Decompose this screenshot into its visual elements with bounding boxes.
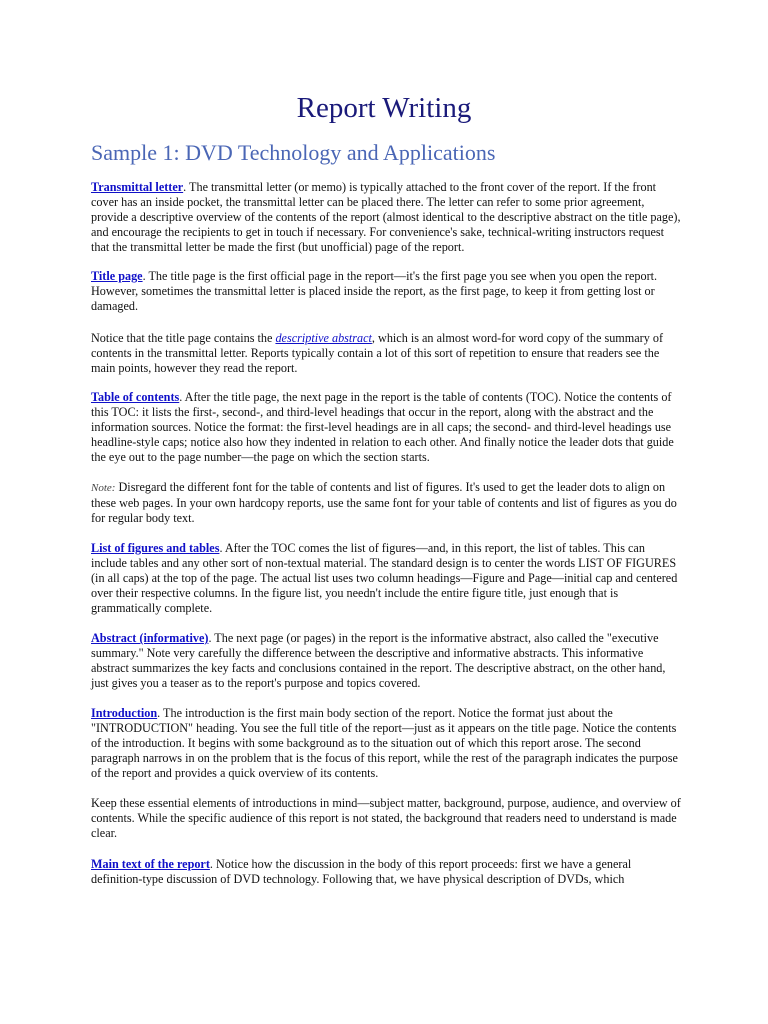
figures-text: . After the TOC comes the list of figures—and, in this report, the list of tables. This can include tables and any other sort of non-textual material. The standard design is to center the words LIST OF FIGURES (in all caps) at the top of the page. The actual list uses two column headings—Figure and Page—initial cap and centered over their respective columns. In the figure list, you needn't include the entire figure title, just enough that is grammatically complete. <box>91 541 678 616</box>
paragraph-transmittal <box>91 180 681 255</box>
title-page-link[interactable]: Title page <box>91 269 143 283</box>
abstract-informative-link[interactable]: Abstract (informative) <box>91 631 209 645</box>
note-text: Disregard the different font for the table of contents and list of figures. It's used to get the leader dots to align on these web pages. In your own hardcopy reports, use the same font for your table of contents and list of figures as you do for regular body text. <box>91 480 677 526</box>
transmittal-text: . The transmittal letter (or memo) is typically attached to the front cover of the report. If the front cover has an inside pocket, the transmittal letter can be placed there. The letter can refer to some prior agreement, provide a descriptive overview of the contents of the report (almost identical to the descriptive abstract on the title page), and encourage the recipients to get in touch if necessary. For convenience's sake, technical-writing instructors request that the transmittal letter be made the first (but unofficial) page of the report. <box>91 180 681 255</box>
paragraph-title-page <box>91 269 681 314</box>
introduction-link[interactable]: Introduction <box>91 706 158 720</box>
note-label: Note: <box>91 482 116 494</box>
title-page-text: . The title page is the first official page in the report—it's the first page you see when you open the report. However, sometimes the transmittal letter is placed inside the report, as the first page, to keep it from getting lost or damaged. <box>91 269 658 314</box>
paragraph-descriptive-abstract <box>91 331 681 376</box>
descriptive-after-text: , which is an almost word-for word copy of the summary of contents in the transmittal letter. Reports typically contain a lot of this sort of repetition to ensure that readers see the main points, however they read the report. <box>91 331 664 376</box>
essentials-text: Keep these essential elements of introductions in mind—subject matter, background, purpose, audience, and overview of contents. While the specific audience of this report is not stated, the background that readers need to understand is made clear. <box>91 796 681 841</box>
main-text-link[interactable]: Main text of the report <box>91 857 210 871</box>
paragraph-note <box>91 480 681 526</box>
page-title: Report Writing <box>296 92 472 124</box>
paragraph-essentials <box>91 796 681 841</box>
main-text-text: . Notice how the discussion in the body of this report proceeds: first we have a general definition-type discussion of DVD technology. Following that, we have physical description of DVDs, which <box>91 857 632 887</box>
paragraph-main-text <box>91 857 681 887</box>
list-of-figures-link[interactable]: List of figures and tables <box>91 541 220 555</box>
descriptive-abstract-link[interactable]: descriptive abstract <box>275 331 372 345</box>
paragraph-list-of-figures <box>91 541 681 616</box>
toc-text: . After the title page, the next page in the report is the table of contents (TOC). Notice the contents of this TOC: it lists the first-, second-, and third-level headings that occur in the report, along with the abstract and the information sources. Notice the format: the first-level headings are in all caps; the second- and third-level headings use headline-style caps; notice also how they indented in relation to each other. And finally notice the leader dots that guide the eye out to the page number—the page on which the section starts. <box>91 390 674 465</box>
abstract-text: . The next page (or pages) in the report is the informative abstract, also called the "executive summary." Note very carefully the difference between the descriptive and informative abstracts. This informative abstract summarizes the key facts and conclusions contained in the report. The descriptive abstract, on the other hand, just gives you a teaser as to the report's purpose and topics covered. <box>91 631 666 691</box>
paragraph-abstract <box>91 631 681 691</box>
page-subtitle: Sample 1: DVD Technology and Applications <box>91 140 496 165</box>
descriptive-before-text: Notice that the title page contains the <box>91 331 276 345</box>
transmittal-letter-link[interactable]: Transmittal letter <box>91 180 184 194</box>
paragraph-table-of-contents <box>91 390 681 465</box>
introduction-text: . The introduction is the first main body section of the report. Notice the format just about the "INTRODUCTION" heading. You see the full title of the report—just as it appears on the title page. Notice the contents of the introduction. It begins with some background as to the situation out of which this report arose. The second paragraph narrows in on the problem that is the focus of this report, while the rest of the paragraph indicates the purpose of the report and provides a quick overview of its contents. <box>91 706 678 781</box>
table-of-contents-link[interactable]: Table of contents <box>91 390 180 404</box>
paragraph-introduction <box>91 706 681 781</box>
